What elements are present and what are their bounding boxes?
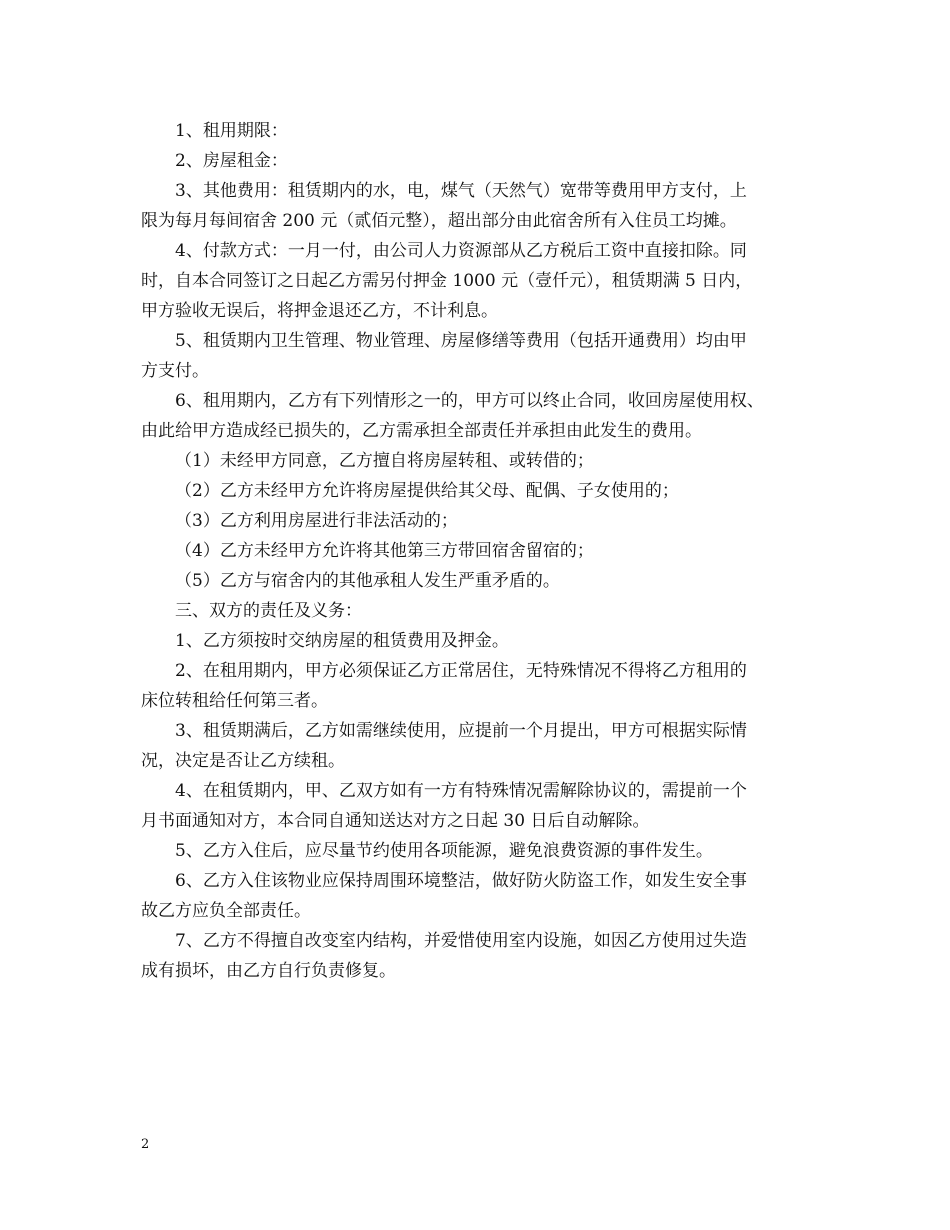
text-line: （4）乙方未经甲方允许将其他第三方带回宿舍留宿的； [175, 541, 594, 561]
text-line: 5、乙方入住后，应尽量节约使用各项能源，避免浪费资源的事件发生。 [175, 841, 713, 861]
text-line: 故乙方应负全部责任。 [141, 901, 311, 921]
document-body [141, 116, 821, 986]
text-line: 1、乙方须按时交纳房屋的租赁费用及押金。 [175, 631, 509, 651]
text-line: 3、租赁期满后，乙方如需继续使用，应提前一个月提出，甲方可根据实际情 [175, 721, 747, 741]
text-line: 2、在租用期内，甲方必须保证乙方正常居住，无特殊情况不得将乙方租用的 [175, 661, 747, 681]
text-line: 成有损坏，由乙方自行负责修复。 [141, 961, 396, 981]
text-line: 时，自本合同签订之日起乙方需另付押金 1000 元（壹仟元），租赁期满 5 日内， [141, 271, 753, 291]
text-line: 7、乙方不得擅自改变室内结构，并爱惜使用室内设施，如因乙方使用过失造 [175, 931, 747, 951]
text-line: 3、其他费用：租赁期内的水，电，煤气（天然气）宽带等费用甲方支付，上 [175, 181, 747, 201]
text-line: 4、在租赁期内，甲、乙双方如有一方有特殊情况需解除协议的，需提前一个 [175, 781, 747, 801]
text-line: 月书面通知对方，本合同自通知送达对方之日起 30 日后自动解除。 [141, 811, 650, 831]
text-line: （5）乙方与宿舍内的其他承租人发生严重矛盾的。 [175, 571, 560, 591]
text-line: （3）乙方利用房屋进行非法活动的； [175, 511, 458, 531]
text-line: 方支付。 [141, 361, 209, 381]
text-line: 况，决定是否让乙方续租。 [141, 751, 345, 771]
text-line: 由此给甲方造成经已损失的，乙方需承担全部责任并承担由此发生的费用。 [141, 421, 702, 441]
text-line: （2）乙方未经甲方允许将房屋提供给其父母、配偶、子女使用的； [175, 481, 679, 501]
text-line: 1、租用期限： [175, 121, 288, 141]
text-line: 6、租用期内，乙方有下列情形之一的，甲方可以终止合同，收回房屋使用权、 [175, 391, 764, 411]
text-line: 限为每月每间宿舍 200 元（贰佰元整），超出部分由此宿舍所有入住员工均摊。 [141, 211, 737, 231]
text-line: 甲方验收无误后，将押金退还乙方，不计利息。 [141, 301, 498, 321]
text-line: 6、乙方入住该物业应保持周围环境整洁，做好防火防盗工作，如发生安全事 [175, 871, 747, 891]
page-number: 2 [141, 1137, 150, 1152]
text-line: 三、双方的责任及义务： [175, 601, 362, 621]
text-line: （1）未经甲方同意，乙方擅自将房屋转租、或转借的； [175, 451, 594, 471]
text-line: 5、租赁期内卫生管理、物业管理、房屋修缮等费用（包括开通费用）均由甲 [175, 331, 747, 351]
text-line: 床位转租给任何第三者。 [141, 691, 328, 711]
text-line: 4、付款方式：一月一付，由公司人力资源部从乙方税后工资中直接扣除。同 [175, 241, 747, 261]
text-line: 2、房屋租金： [175, 151, 288, 171]
